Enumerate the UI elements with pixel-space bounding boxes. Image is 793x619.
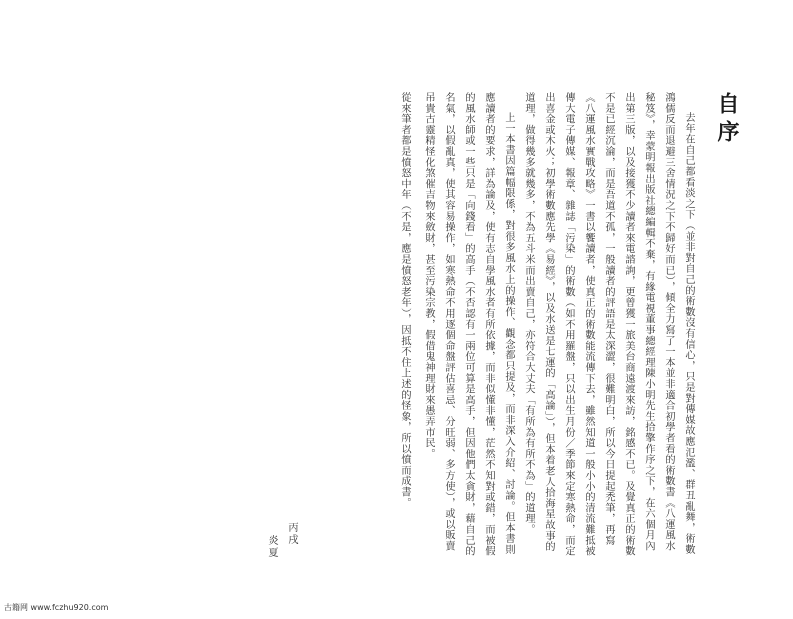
signature-season: 炎夏 bbox=[266, 535, 277, 560]
page-title: 自序 bbox=[714, 92, 740, 148]
paragraph-1: 去年在自己都看淡之下（並非對自己的術數沒有信心，只是對傳媒故應氾濫、群丑亂舞，術數鴻儒反而退避三舍情況之下不歸好而已），傾全力寫了一本並非適合初學者看的術數書《八運風水秘笈》，幸蒙明報出版社總編輯不棄，有緣電視董事總經理陳小明先生拾擎作序之下，在六個月內出第三版，以及接獲不少讀者來電諮詢，更曾獲一旅美台商遠渡來訪，銘感不已。及覺真正的術數不是已經沉淪，而是吾道不孤，一般讀者的評語是太深澀，很難明白，所以今日提起禿筆，再寫《八運風水實戰攻略》一書以饗讀者，使真正的術數能流傳下去，雖然知道一般小小的清流難抵被傳大電子傳媒、報章、雜誌「污染」的術數（如不用羅盤，只以出生月份／季節來定寒熱命，而定出喜金或木火；初學術數應先學《易經》，以及水送是七運的「高論」），但本着老人拾海星故事的道理，做得幾多就幾多，不為五斗米而出賣自己，亦符合大丈夫「有所為有所不為」的道理。 bbox=[523, 92, 694, 557]
signature-year: 丙戌 bbox=[286, 522, 297, 547]
website-watermark: 古籍网 www.fczhu920.com bbox=[4, 603, 109, 612]
preface-body bbox=[330, 92, 698, 562]
paragraph-2: 上一本書因篇幅限係，對很多風水上的操作、觀念都只提及，而非深入介紹、討論。但本書則應讀者的要求，詳為論及，使有志自學風水者有所依據，而非似懂非懂，茫然不知對或錯，而被假的風水師或一些只是「向錢看」的高手（不否認有一兩位可算是高手，但因他們太貪財，藉自己的名氣，以假亂真，使其容易操作，如寒熱命不用逐個命盤評估喜忌、分旺弱、多方使），或以販賣吊貴古靈精怪化煞催吉物來斂財，甚至污染宗教，假借鬼神理財來愚弄市民。 bbox=[423, 92, 514, 557]
paragraph-3: 從來筆者都是憤怒中年（不是，應是憤怒老年），因抵不住上述的怪象，所以憤而成書。 bbox=[399, 92, 410, 509]
